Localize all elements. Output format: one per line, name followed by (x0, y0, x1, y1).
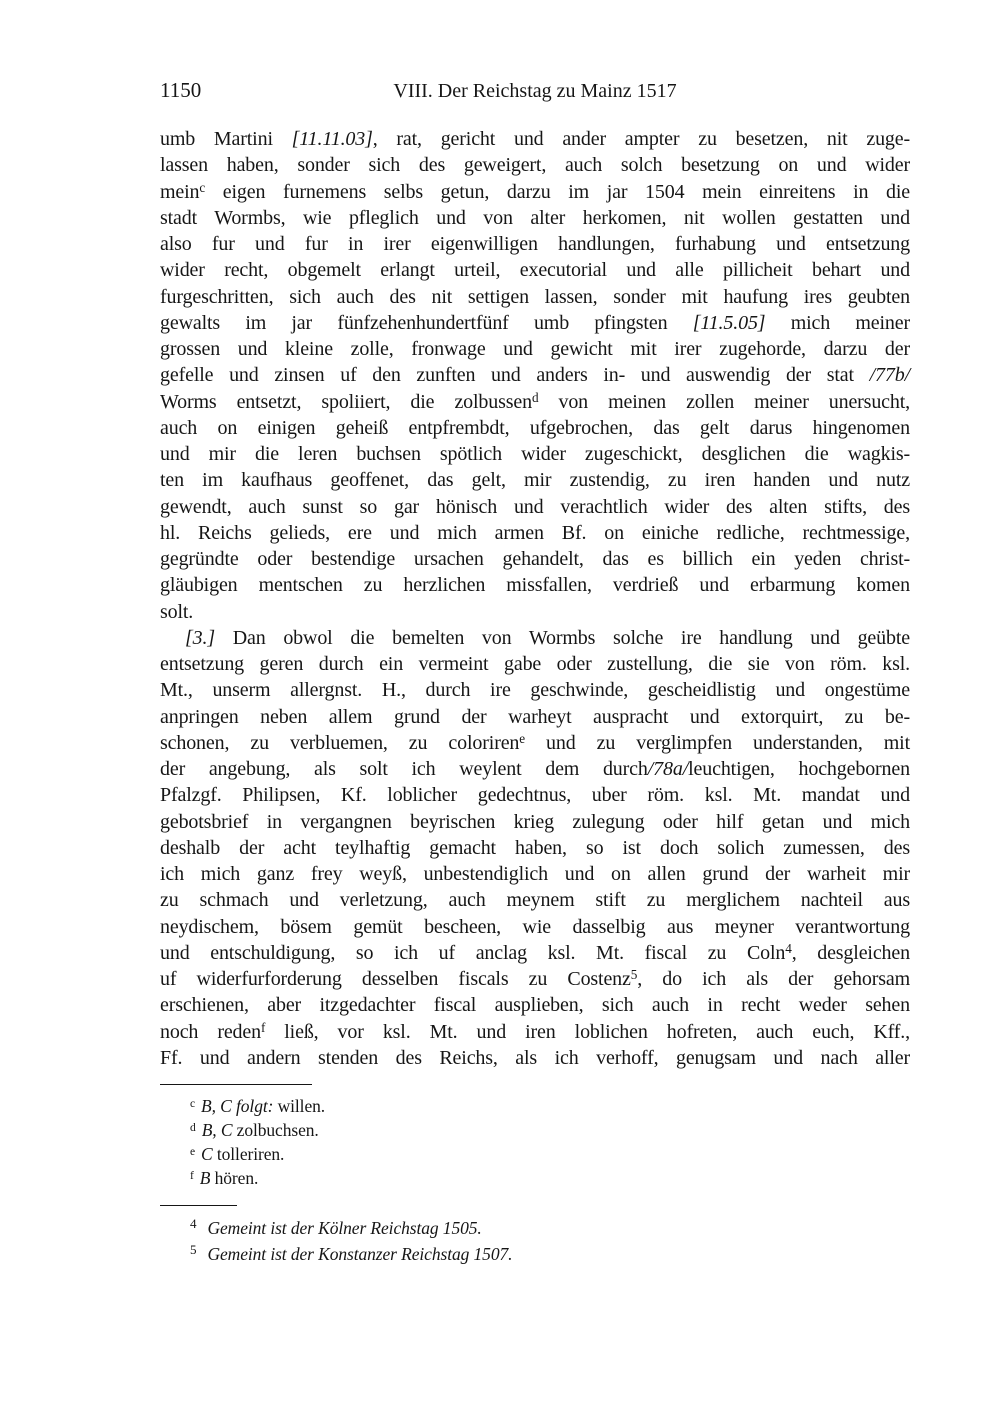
text-run: und entschuldigung, so ich uf anclag ksl. Mt. fiscal zu Coln (160, 941, 786, 964)
text-run: gläubigen mentschen zu herzlichen missfallen, verdrieß und erbarmung komen (160, 574, 910, 597)
text-run: hören. (210, 1168, 259, 1188)
text-line (160, 520, 910, 546)
text-run: Worms entsetzt, spoliiert, die zolbussen (160, 390, 532, 413)
text-run: auch on einigen geheiß entpfrembdt, ufgebrochen, das gelt darus hingenomen (160, 416, 910, 439)
text-run: noch reden (160, 1020, 261, 1043)
text-line (160, 389, 910, 415)
text-run: erschienen, aber itzgedachter fiscal ausplieben, sich auch in recht weder sehen (160, 994, 910, 1017)
text-run: gewendt, auch sunst so gar hönisch und verachtlich wider des alten stifts, des (160, 495, 910, 518)
text-run: tolleriren. (212, 1144, 285, 1164)
text-run: B, C folgt: (201, 1096, 274, 1116)
text-run: entsetzung geren durch ein vermeint gabe oder zustellung, die sie von röm. ksl. (160, 653, 910, 675)
text-run: hl. Reichs gelieds, ere und mich armen Bf. on einiche redliche, rechtmessige, (160, 521, 910, 544)
text-run: , do ich als der gehorsam (637, 968, 910, 990)
text-run: Ff. und andern stenden des Reichs, als ich verhoff, genugsam und nach aller (160, 1046, 910, 1069)
text-run: zu schmach und verletzung, auch meynem stift zu merglichem nachteil aus (160, 889, 910, 912)
text-line (160, 730, 910, 756)
text-run: ich mich ganz frey weyß, unbestendiglich und on allen grund der warheit mir (160, 863, 910, 885)
text-line (160, 572, 910, 598)
text-run: uf widerfurforderung desselben fiscals zu Costenz (160, 968, 631, 990)
text-run: also fur und fur in irer eigenwilligen handlungen, furhabung und entsetzung (160, 233, 910, 255)
text-line (160, 887, 910, 913)
text-run: deshalb der acht teylhaftig gemacht haben, so ist doch solich zumessen, des (160, 836, 910, 859)
text-line (160, 1019, 910, 1045)
footnote-reference: d (531, 389, 539, 405)
text-line (160, 362, 910, 388)
running-header: VIII. Der Reichstag zu Mainz 1517 (393, 80, 677, 102)
footnote-reference: f (260, 1019, 266, 1035)
text-run: eigen furnemens selbs getun, darzu im jar 1504 mein einreitens in die (205, 180, 910, 203)
apparatus-separator-rule (160, 1084, 312, 1085)
text-run: leuchtigen, hochgebornen (688, 758, 910, 780)
text-run: von meinen zollen meiner unersucht, (538, 390, 910, 413)
footnote-marker: 5 (190, 1242, 197, 1258)
text-run: mich meiner (765, 311, 910, 334)
text-line (160, 1045, 910, 1071)
footnote-marker: e (190, 1145, 196, 1158)
apparatus-footnotes (160, 1094, 910, 1190)
text-line (160, 494, 910, 520)
text-line (160, 126, 910, 152)
footnote-reference: 5 (630, 967, 638, 983)
text-run: gebotsbrief in vergangnen beyrischen krieg zulegung oder hilf getan und mich (160, 810, 910, 833)
text-line (160, 546, 910, 572)
page-body (160, 126, 910, 1267)
apparatus-footnote (190, 1094, 910, 1118)
footnote-reference: c (199, 179, 206, 195)
text-run: gegründte oder bestendige ursachen gehandelt, das es billich ein yeden christ- (160, 548, 910, 570)
text-line (160, 284, 910, 310)
text-run: gewalts im jar fünfzehenhundertfünf umb pfingsten (160, 311, 693, 334)
text-run: solt. (160, 600, 194, 623)
text-run: Pfalzgf. Philipsen, Kf. loblicher gedechtnus, uber röm. ksl. Mt. mandat und (160, 784, 910, 807)
text-run: grossen und kleine zolle, fronwage und gewicht mit irer zugehorde, darzu der (160, 338, 910, 360)
text-line (160, 861, 910, 887)
text-run: gefelle und zinsen uf den zunften und anders in- und auswendig der stat (160, 364, 870, 387)
text-run: anpringen neben allem grund der warheyt auspracht und extorquirt, zu be- (160, 705, 910, 728)
text-run: der angebung, als solt ich weylent dem durch (160, 758, 648, 780)
text-run: und zu verglimpfen understanden, mit (525, 731, 911, 754)
text-run: ten im kaufhaus geoffenet, das gelt, mir zustendig, zu iren handen und nutz (160, 469, 910, 492)
text-line (160, 179, 910, 205)
text-line (160, 205, 910, 231)
paragraph (160, 625, 910, 1071)
text-run: Gemeint ist der Konstanzer Reichstag 1507. (207, 1244, 513, 1264)
text-line (160, 809, 910, 835)
text-line (160, 625, 910, 651)
text-line (160, 152, 910, 178)
text-run: C (201, 1144, 213, 1164)
footnote-marker: 4 (190, 1216, 197, 1232)
text-run: willen. (273, 1096, 326, 1116)
text-line (160, 310, 910, 336)
text-line (160, 415, 910, 441)
text-run: zolbuchsen. (232, 1120, 319, 1140)
apparatus-footnote (190, 1166, 910, 1190)
text-line (160, 914, 910, 940)
text-run: neydischem, bösem gemüt bescheen, wie dasselbig aus meyner verantwortung (160, 915, 910, 938)
text-line (160, 467, 910, 493)
text-line (160, 704, 910, 730)
body-text (160, 126, 910, 1071)
commentary-separator-rule (160, 1205, 237, 1206)
text-run: Mt., unserm allergnst. H., durch ire geschwinde, gescheidlistig und ongestüme (160, 679, 910, 702)
text-line (160, 966, 910, 992)
page-number: 1150 (160, 78, 202, 102)
paragraph (160, 126, 910, 625)
text-run: , rat, gericht und ander ampter zu besetzen, nit zuge- (372, 128, 911, 150)
text-line (160, 677, 910, 703)
footnote-reference: e (519, 730, 525, 746)
footnote-reference: 4 (785, 940, 792, 956)
text-run: ließ, vor ksl. Mt. und iren loblichen hofreten, auch euch, Kff., (265, 1020, 910, 1043)
text-line (160, 599, 910, 625)
text-run: stadt Wormbs, wie pfleglich und von alter herkomen, nit wollen gestatten und (160, 206, 910, 229)
text-line (160, 756, 910, 782)
text-run: wider recht, obgemelt erlangt urteil, executorial und alle pillicheit behart und (160, 259, 910, 282)
commentary-footnote (190, 1215, 910, 1241)
text-run: Gemeint ist der Kölner Reichstag 1505. (207, 1218, 482, 1238)
text-run: Dan obwol die bemelten von Wormbs solche ire handlung und geübte (214, 626, 910, 649)
text-line (160, 336, 910, 362)
text-run: /77b/ (869, 364, 910, 387)
text-run: [11.5.05] (692, 311, 766, 334)
text-run: schonen, zu verbluemen, zu coloriren (160, 731, 520, 754)
commentary-footnote (190, 1241, 910, 1267)
text-run: und mir die leren buchsen spötlich wider zugeschickt, desglichen die wagkis- (160, 443, 910, 465)
apparatus-footnote (190, 1118, 910, 1142)
text-run: B, C (201, 1120, 233, 1140)
footnote-marker: d (190, 1121, 196, 1134)
text-line (160, 257, 910, 283)
text-run: /78a/ (647, 758, 689, 780)
text-line (160, 231, 910, 257)
text-run: lassen haben, sonder sich des geweigert, auch solch besetzung on und wider (160, 154, 910, 177)
footnote-marker: f (190, 1169, 194, 1182)
text-line (160, 992, 910, 1018)
text-run: B (199, 1168, 211, 1188)
text-line (160, 651, 910, 677)
commentary-footnotes (160, 1215, 910, 1267)
text-run: [3.] (185, 626, 215, 649)
text-line (160, 940, 910, 966)
text-line (160, 782, 910, 808)
text-run: , desgleichen (791, 941, 910, 964)
text-line (160, 835, 910, 861)
text-run: [11.11.03] (291, 128, 373, 150)
text-run: umb Martini (160, 128, 292, 150)
text-run: mein (160, 180, 200, 203)
apparatus-footnote (190, 1142, 910, 1166)
text-run: furgeschritten, sich auch des nit settigen lassen, sonder mit haufung ires geubten (160, 285, 910, 308)
text-line (160, 441, 910, 467)
footnote-marker: c (190, 1097, 196, 1110)
